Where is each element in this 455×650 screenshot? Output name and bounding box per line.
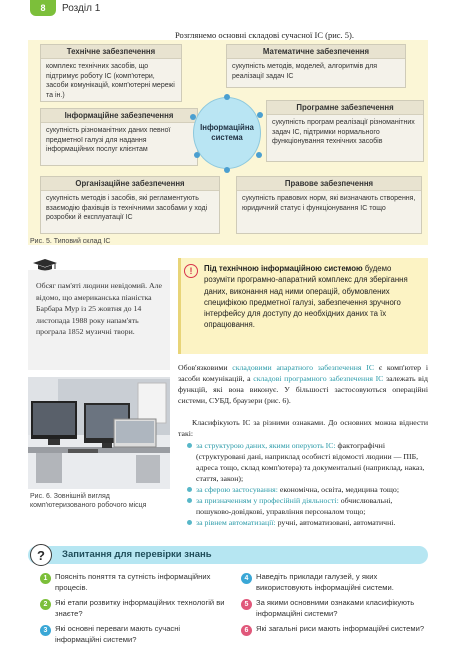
box-technical [40,44,182,102]
list-item [186,517,428,528]
text-run: залежать від функцій, які вона виконує. У більшості застосовуються операційні системи, СУБД, браузери (рис. 6). [178,374,428,405]
question-text: Які етапи розвитку інформаційних технологій ви знаєте? [55,598,225,618]
classification-list [186,440,428,528]
list-item-text: обчислювальні, пошуково-довідкові, управління персоналом тощо; [196,496,393,516]
box-title: Технічне забезпечення [41,45,181,59]
box-organizational [40,176,220,234]
question-number: 1 [40,573,51,584]
box-text: сукупність різноманітних даних певної предметної галузі для надання інформаційних послуг клієнтам [46,127,171,153]
question-mark-icon: ? [30,544,52,566]
definition-body: будемо розуміти програмно-апаратний комплекс для зберігання даних, виконання над ними операцій, обумовлених специфікою предметної галузі, забезпечення зручного інтерфейсу для доступу до необхідних даних та їх опрацювання. [204,264,408,330]
question-text: Поясніть поняття та сутність інформаційних процесів. [55,572,211,592]
box-math [226,44,406,88]
connector-dot [257,112,263,118]
workplace-photo [28,377,170,489]
box-text: комплекс технічних засобів, що підтримує роботу ІС (комп'ютери, засоби комунікацій, комп'ютерні мережі та ін.) [46,63,175,99]
list-item-text: економічна, освіта, медицина тощо; [277,485,399,494]
box-information [40,108,198,166]
paragraph-classification: Класифікують ІС за різними ознаками. До основних можна віднести такі: [178,418,428,438]
connector-dot [194,152,200,158]
question-text: Наведіть приклади галузей, у яких використовують інформаційні системи. [256,572,394,592]
box-title: Інформаційне забезпечення [41,109,197,123]
list-item-heading: за сферою застосування: [196,485,278,494]
box-text: сукупність програм реалізації різноманітних задач ІС, підтримки нормального функціонування технічних засобів [272,119,415,145]
box-title: Правове забезпечення [237,177,421,191]
list-item [186,495,428,517]
section-title: Розділ 1 [62,3,101,14]
definition-text [204,263,424,331]
page-number: 8 [30,0,56,16]
workplace-illustration [28,377,170,489]
list-item-heading: за структурою даних, якими оперують ІС: [196,441,336,450]
connector-dot [224,94,230,100]
box-title: Програмне забезпечення [267,101,423,115]
list-item-heading: за рівнем автоматизації: [196,518,276,527]
text-run: є комп'ютер і засоби комунікацій, а [178,363,428,383]
question-number: 4 [241,573,252,584]
question-number: 3 [40,625,51,636]
center-node: Інформаційна система [193,97,261,169]
connector-dot [190,114,196,120]
questions-title: Запитання для перевірки знань [62,549,212,560]
connector-dot [224,167,230,173]
box-text: сукупність методів, моделей, алгоритмів для реалізації задач ІС [232,63,378,80]
list-item-text: фактографічні (структуровані дані, наприклад особисті відомості людини — ПІБ, адреса тощо, склад комп'ютера) та документальні (наприклад, наказ, стаття, закон); [196,441,425,483]
box-legal [236,176,422,234]
photo-caption: Рис. 6. Зовнішній вигляд комп'ютеризованого робочого місця [30,493,147,509]
list-item-heading: за призначенням у професійній діяльності: [196,496,339,505]
highlight-software: складові програмного забезпечення ІС [253,374,384,383]
question-number: 2 [40,599,51,610]
box-text: сукупність методів і засобів, які регламентують взаємодію фахівців із технічними засобами у ході розробки й експлуатації ІС [46,195,208,221]
text-run: Обов'язковими [178,363,233,372]
question-number: 6 [241,625,252,636]
box-title: Математичне забезпечення [227,45,405,59]
box-title: Організаційне забезпечення [41,177,219,191]
question-text: За якими основними ознаками класифікують інформаційні системи? [256,598,415,618]
note-text: Обсяг пам'яті людини невідомий. Але відомо, що американська піаністка Барбара Мур із 25 жовтня до 14 листопада 1988 року напам'ять програла 1852 музичні твори. [36,281,162,336]
highlight-hardware: складовими апаратного забезпечення ІС [232,363,375,372]
list-item [186,484,428,495]
intro-text: Розглянемо основні складові сучасної ІС (рис. 5). [175,30,354,40]
question-text: Які основні переваги мають сучасні інформаційні системи? [55,624,181,644]
paragraph-components [178,362,428,406]
figure-caption: Рис. 5. Типовий склад ІС [30,238,111,245]
box-software [266,100,424,162]
question-text: Які загальні риси мають інформаційні системи? [256,624,425,633]
list-item [186,440,428,484]
box-text: сукупність правових норм, які визначають створення, юридичний статус і функціонування ІС тощо [242,195,416,212]
connector-dot [256,152,262,158]
question-number: 5 [241,599,252,610]
list-item-text: ручні, автоматизовані, автоматичні. [275,518,396,527]
definition-term: Під технічною інформаційною системою [204,264,363,273]
graduation-cap-icon [32,258,58,272]
exclamation-icon: ! [184,264,198,278]
